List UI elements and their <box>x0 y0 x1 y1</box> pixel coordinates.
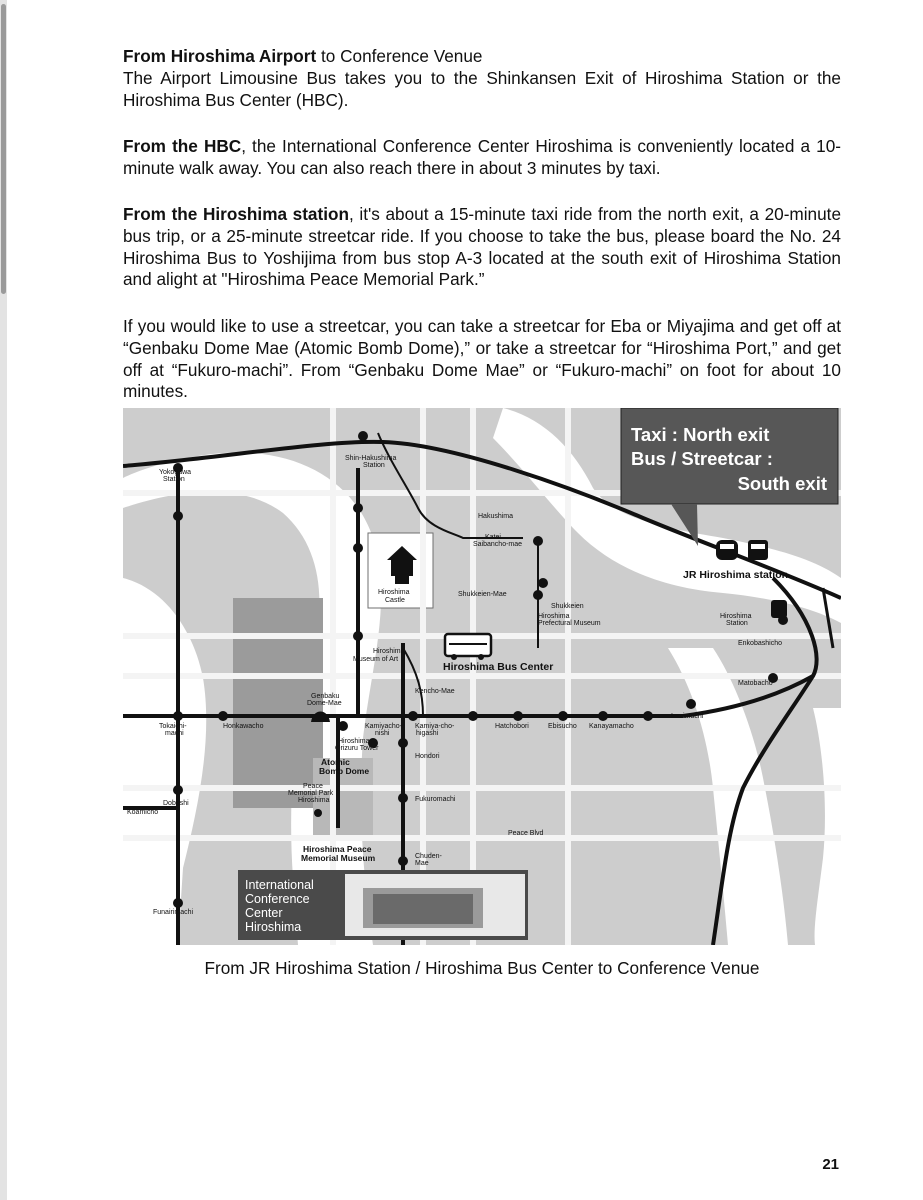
callout-line-2: Bus / Streetcar : <box>631 448 773 469</box>
bus-icon <box>445 634 491 660</box>
map-label-orizuru-2: Orizuru Tower <box>335 745 379 752</box>
map-label-jrstation: JR Hiroshima station <box>683 569 789 581</box>
map-label-castle: Hiroshima <box>378 589 410 596</box>
map-label-inarimachi: Inarimachi <box>671 713 704 720</box>
map-label-kenchomae: Kencho-Mae <box>415 688 455 695</box>
callout-line-1: Taxi : North exit <box>631 424 770 445</box>
bus-stop-icon <box>748 540 768 560</box>
scrollbar-thumb[interactable] <box>1 4 6 294</box>
map-label-peaceblvd: Peace Blvd <box>508 830 544 837</box>
map-label-kamiyachohigashi: Kamiya-cho- <box>415 723 455 730</box>
map-label-honkawacho: Honkawacho <box>223 723 264 730</box>
map-label-museumart: Hiroshima <box>373 648 405 655</box>
map-label-fukuromachi: Fukuromachi <box>415 796 456 803</box>
station-rest: , it's about a 15-minute taxi ride from the north exit, a 20-minute bus trip, or a 25-minute streetcar ride. If you choose to take the bus, please board the No. 24 Hiroshima Bus to Yoshijima from bus stop A-3 located at the south exit of Hiroshima Station and alight at "Hiroshima Peace Memorial Park.” <box>123 204 842 290</box>
map-label-museumart-2: Museum of Art <box>353 656 399 663</box>
map-label-peacemuseum: Hiroshima Peace <box>303 844 372 854</box>
map-label-tokaichi-2: machi <box>165 730 184 737</box>
map-label-katei-2: Saibancho-mae <box>473 541 523 548</box>
map-label-peacepark-2: Memorial Park <box>288 790 334 797</box>
map-label-peacemuseum-2: Memorial Museum <box>301 853 376 863</box>
map-label-genbaku-2: Dome-Mae <box>307 700 342 707</box>
icch-line-4: Hiroshima <box>245 920 302 934</box>
map-label-katei: Katei <box>485 534 501 541</box>
map-label-ebisucho: Ebisucho <box>548 723 577 730</box>
map-label-atomic: Atomic <box>321 757 350 767</box>
map-label-genbaku: Genbaku <box>311 693 340 700</box>
scrollbar[interactable] <box>0 0 7 1200</box>
station-lead: From the Hiroshima station <box>123 204 349 224</box>
map-label-hatchobori: Hatchobori <box>495 723 529 730</box>
callout-line-3: South exit <box>737 473 827 494</box>
map-label-yokogawa: Yokogawa <box>159 469 192 476</box>
streetcar-icon <box>771 600 787 618</box>
map-label-koamicho: Koamicho <box>127 809 159 816</box>
icch-line-1: International <box>245 878 314 892</box>
map-label-prefmuseum: Hiroshima <box>538 613 570 620</box>
page-number: 21 <box>822 1156 839 1173</box>
map-label-hirostation-2: Station <box>726 620 748 627</box>
paragraph-streetcar <box>123 316 841 403</box>
map-label-kanayamacho: Kanayamacho <box>589 723 634 730</box>
map-label-shinhakushima: Shin-Hakushima <box>345 455 397 462</box>
train-icon <box>716 540 738 560</box>
map-label-shukkeienmae: Shukkeien-Mae <box>458 591 507 598</box>
map-label-kamiyachonishi-2: nishi <box>375 730 390 737</box>
map-label-yokogawa-2: Station <box>163 476 185 483</box>
airport-lead: From Hiroshima Airport <box>123 46 317 66</box>
airport-rest: to Conference Venue <box>316 46 483 66</box>
map-label-orizuru: Hiroshima <box>338 738 370 745</box>
route-map <box>123 408 841 945</box>
map-label-funairi: Funairimachi <box>153 909 194 916</box>
map-label-peacepark: Peace <box>303 783 323 790</box>
conference-center-inset <box>238 870 528 940</box>
map-label-shinhakushima-2: Station <box>363 462 385 469</box>
map-label-prefmuseum-2: Prefectural Museum <box>538 620 601 627</box>
paragraph-station <box>123 204 841 291</box>
map-label-atomic-2: Bomb Dome <box>319 766 370 776</box>
map-label-chuden-2: Mae <box>415 860 429 867</box>
icch-line-3: Center <box>245 906 283 920</box>
map-caption: From JR Hiroshima Station / Hiroshima Bus Center to Conference Venue <box>204 958 760 978</box>
map-label-shukkeien: Shukkeien <box>551 603 584 610</box>
airport-detail: The Airport Limousine Bus takes you to the Shinkansen Exit of Hiroshima Station or the Hiroshima Bus Center (HBC). <box>123 67 841 110</box>
paragraph-airport <box>123 46 841 111</box>
streetcar-text: If you would like to use a streetcar, you can take a streetcar for Eba or Miyajima and get off at “Genbaku Dome Mae (Atomic Bomb Dome),” or take a streetcar for “Hiroshima Port,” and get off at “Fukuro-machi”. From “Genbaku Dome Mae” or “Fukuro-machi” on foot for about 10 minutes. <box>123 316 841 402</box>
map-label-hirostation: Hiroshima <box>720 613 752 620</box>
map-label-hondori: Hondori <box>415 753 440 760</box>
map-label-buscenter: Hiroshima Bus Center <box>443 661 554 673</box>
map-label-enkobashi: Enkobashicho <box>738 640 782 647</box>
map-label-kamiyachonishi: Kamiyacho- <box>365 723 402 730</box>
map-label-kamiyachohigashi-2: higashi <box>416 730 439 737</box>
map-label-peacepark-3: Hiroshima <box>298 797 330 804</box>
icch-line-2: Conference <box>245 892 310 906</box>
map-label-matobacho: Matobacho <box>738 680 773 687</box>
map-label-hakushima: Hakushima <box>478 513 514 520</box>
hbc-lead: From the HBC <box>123 136 242 156</box>
map-label-dobashi: Dobashi <box>163 800 189 807</box>
map-label-tokaichi: Tokaichi- <box>159 723 187 730</box>
map-label-castle-2: Castle <box>385 597 405 604</box>
hbc-rest: , the International Conference Center Hiroshima is conveniently located a 10-minute walk away. You can also reach there in about 3 minutes by taxi. <box>123 136 841 178</box>
map-label-chuden: Chuden- <box>415 853 442 860</box>
paragraph-hbc <box>123 136 841 180</box>
